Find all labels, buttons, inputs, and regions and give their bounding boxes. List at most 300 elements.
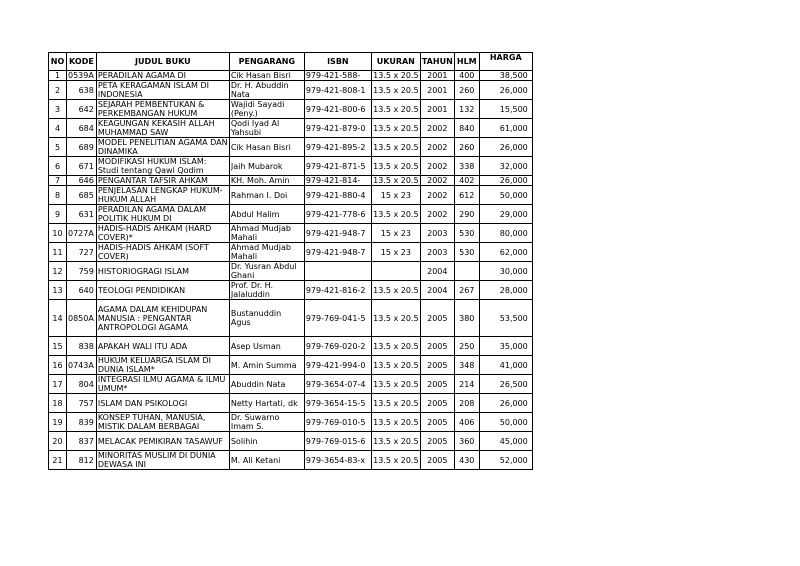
cell-tahun-text: 2004 <box>427 266 448 276</box>
cell-judul-buku <box>96 413 229 432</box>
cell-pengarang-text: Dr. H. Abuddin Nata <box>230 81 289 99</box>
cell-tahun <box>420 71 454 81</box>
cell-hlm <box>454 300 479 337</box>
table-row <box>49 281 533 300</box>
cell-hlm-text: 400 <box>459 71 475 80</box>
cell-hlm <box>454 451 479 470</box>
table-row <box>49 71 533 81</box>
cell-hlm-text: 250 <box>459 341 475 351</box>
cell-isbn-text: 979-3654-15-5 <box>305 398 366 408</box>
cell-ukuran <box>371 224 420 243</box>
cell-judul-buku <box>96 300 229 337</box>
cell-hlm <box>454 413 479 432</box>
cell-harga <box>479 176 532 186</box>
cell-harga-text: 29,000 <box>499 209 528 219</box>
cell-hlm <box>454 281 479 300</box>
cell-harga-text: 80,000 <box>499 228 528 238</box>
cell-kode-text: 0743A <box>68 360 94 370</box>
cell-isbn-text: 979-421-800-6 <box>305 104 366 114</box>
cell-harga <box>479 224 532 243</box>
cell-kode <box>67 394 97 413</box>
cell-ukuran-text: 15 x 23 <box>380 247 411 257</box>
cell-pengarang <box>229 300 304 337</box>
cell-pengarang-text: Ahmad Mudjab Mahali <box>230 224 291 242</box>
cell-kode-text: 0850A <box>68 313 94 323</box>
cell-judul-buku-text: PERADILAN AGAMA DALAM POLITIK HUKUM DI <box>97 205 207 223</box>
cell-isbn <box>304 394 371 413</box>
cell-kode-text: 0539A <box>68 71 94 80</box>
cell-isbn <box>304 243 371 262</box>
cell-pengarang-text: Dr. Yusran Abdul Ghani <box>230 262 297 280</box>
cell-harga-text: 35,000 <box>499 341 528 351</box>
cell-judul-buku <box>96 224 229 243</box>
cell-tahun-text: 2002 <box>427 209 448 219</box>
cell-hlm-text: 348 <box>459 360 475 370</box>
cell-hlm-text: 260 <box>459 85 475 95</box>
cell-kode-text: 642 <box>78 104 94 114</box>
cell-harga <box>479 432 532 451</box>
cell-hlm-text: 380 <box>459 313 475 323</box>
cell-harga <box>479 243 532 262</box>
cell-isbn-text: 979-769-010-5 <box>305 417 366 427</box>
cell-pengarang-text: Netty Hartati, dk <box>230 398 298 408</box>
cell-kode <box>67 138 97 157</box>
cell-harga-text: 61,000 <box>499 123 528 133</box>
cell-harga <box>479 375 532 394</box>
cell-kode-text: 684 <box>78 123 94 133</box>
table-row <box>49 205 533 224</box>
cell-ukuran-text: 13.5 x 20.5 <box>373 85 419 95</box>
cell-ukuran <box>371 356 420 375</box>
cell-harga-text: 15,500 <box>499 104 528 114</box>
book-price-table <box>48 52 533 470</box>
cell-harga-text: 26,000 <box>499 85 528 95</box>
table-row <box>49 451 533 470</box>
cell-pengarang <box>229 451 304 470</box>
cell-tahun <box>420 432 454 451</box>
cell-no <box>49 81 67 100</box>
cell-tahun <box>420 337 454 356</box>
cell-pengarang-text: M. Ali Ketani <box>230 455 281 465</box>
cell-tahun <box>420 394 454 413</box>
cell-harga <box>479 186 532 205</box>
table-row <box>49 300 533 337</box>
cell-ukuran-text: 13.5 x 20.5 <box>373 285 419 295</box>
cell-pengarang-text: Abdul Halim <box>230 209 280 219</box>
cell-no-text: 5 <box>54 142 61 152</box>
cell-pengarang-text: Bustanuddin Agus <box>230 309 282 327</box>
cell-ukuran-text: 13.5 x 20.5 <box>373 209 419 219</box>
cell-kode-text: 727 <box>78 247 94 257</box>
cell-isbn <box>304 176 371 186</box>
cell-isbn-text: 979-769-041-5 <box>305 313 366 323</box>
cell-isbn-text: 979-421-880-4 <box>305 190 366 200</box>
table-row <box>49 224 533 243</box>
cell-judul-buku <box>96 138 229 157</box>
cell-kode <box>67 119 97 138</box>
cell-harga <box>479 262 532 281</box>
cell-no-text: 20 <box>52 436 63 446</box>
cell-kode <box>67 337 97 356</box>
cell-kode-text: 685 <box>78 190 94 200</box>
cell-ukuran-text: 13.5 x 20.5 <box>373 176 419 185</box>
cell-hlm-text: 430 <box>459 455 475 465</box>
cell-pengarang <box>229 119 304 138</box>
cell-ukuran <box>371 262 420 281</box>
cell-tahun <box>420 81 454 100</box>
cell-judul-buku-text: MODIFIKASI HUKUM ISLAM: Studi tentang Qawl Qodim <box>97 157 207 175</box>
cell-hlm <box>454 71 479 81</box>
cell-hlm <box>454 100 479 119</box>
header-row <box>49 53 533 71</box>
cell-pengarang-text: Cik Hasan Bisri <box>230 142 291 152</box>
cell-hlm-text: 132 <box>459 104 475 114</box>
cell-tahun <box>420 224 454 243</box>
table-row <box>49 413 533 432</box>
cell-no <box>49 100 67 119</box>
cell-judul-buku-text: PERADILAN AGAMA DI <box>97 71 187 80</box>
cell-hlm <box>454 176 479 186</box>
cell-harga-text: 53,500 <box>499 313 528 323</box>
cell-hlm-text: 267 <box>459 285 475 295</box>
cell-no <box>49 356 67 375</box>
cell-ukuran <box>371 394 420 413</box>
cell-pengarang-text: Abuddin Nata <box>230 379 286 389</box>
cell-judul-buku <box>96 281 229 300</box>
cell-no-text: 8 <box>54 190 61 200</box>
cell-judul-buku-text: ISLAM DAN PSIKOLOGI <box>97 398 188 408</box>
cell-ukuran <box>371 300 420 337</box>
cell-ukuran-text: 13.5 x 20.5 <box>373 360 419 370</box>
cell-judul-buku <box>96 81 229 100</box>
cell-hlm-text: 290 <box>459 209 475 219</box>
cell-judul-buku-text: AGAMA DALAM KEHIDUPAN MANUSIA : PENGANTAR ANTROPOLOGI AGAMA <box>97 304 208 332</box>
cell-kode-text: 757 <box>78 398 94 408</box>
cell-tahun-text: 2002 <box>427 161 448 171</box>
cell-ukuran-text: 15 x 23 <box>380 190 411 200</box>
cell-isbn-text: 979-421-948-7 <box>305 228 366 238</box>
cell-harga <box>479 394 532 413</box>
cell-harga <box>479 119 532 138</box>
table-row <box>49 100 533 119</box>
cell-isbn-text: 979-421-588- <box>305 71 361 80</box>
cell-kode-text: 646 <box>78 176 94 185</box>
cell-tahun <box>420 300 454 337</box>
cell-tahun-text: 2002 <box>427 123 448 133</box>
cell-isbn-text: 979-421-895-2 <box>305 142 366 152</box>
cell-pengarang-text: Wajidi Sayadi (Peny.) <box>230 100 285 118</box>
cell-isbn <box>304 337 371 356</box>
cell-kode <box>67 262 97 281</box>
cell-pengarang-text: Asep Usman <box>230 341 281 351</box>
cell-isbn-text: 979-769-020-2 <box>305 341 366 351</box>
table-row <box>49 157 533 176</box>
cell-harga-text: 30,000 <box>499 266 528 276</box>
cell-pengarang-text: Ahmad Mudjab Mahali <box>230 243 291 261</box>
cell-tahun-text: 2001 <box>427 85 448 95</box>
cell-kode <box>67 243 97 262</box>
cell-ukuran-text: 13.5 x 20.5 <box>373 104 419 114</box>
cell-pengarang <box>229 243 304 262</box>
cell-hlm <box>454 81 479 100</box>
cell-hlm <box>454 157 479 176</box>
cell-isbn <box>304 205 371 224</box>
cell-isbn <box>304 71 371 81</box>
cell-tahun-text: 2005 <box>427 379 448 389</box>
cell-judul-buku <box>96 432 229 451</box>
cell-ukuran-text: 13.5 x 20.5 <box>373 417 419 427</box>
cell-harga-text: 52,000 <box>499 455 528 465</box>
cell-isbn-text: 979-421-816-2 <box>305 285 366 295</box>
cell-harga-text: 62,000 <box>499 247 528 257</box>
cell-harga-text: 26,000 <box>499 142 528 152</box>
cell-tahun-text: 2005 <box>427 398 448 408</box>
cell-tahun-text: 2002 <box>427 190 448 200</box>
cell-isbn <box>304 119 371 138</box>
cell-kode <box>67 205 97 224</box>
cell-no-text: 7 <box>54 176 61 185</box>
cell-ukuran-text: 15 x 23 <box>380 228 411 238</box>
cell-ukuran <box>371 205 420 224</box>
table-row <box>49 262 533 281</box>
cell-judul-buku-text: MINORITAS MUSLIM DI DUNIA DEWASA INI <box>97 451 216 469</box>
cell-no <box>49 138 67 157</box>
cell-harga-text: 26,000 <box>499 398 528 408</box>
cell-kode <box>67 176 97 186</box>
cell-pengarang-text: Dr. Suwarno Imam S. <box>230 413 280 431</box>
cell-hlm-text: 612 <box>459 190 475 200</box>
cell-pengarang-text: Qodi Iyad Al Yahsubi <box>230 119 280 137</box>
cell-hlm <box>454 375 479 394</box>
table-row <box>49 176 533 186</box>
cell-pengarang <box>229 413 304 432</box>
cell-judul-buku <box>96 71 229 81</box>
cell-judul-buku <box>96 262 229 281</box>
header-no: NO <box>49 53 67 71</box>
cell-ukuran-text: 13.5 x 20.5 <box>373 123 419 133</box>
cell-hlm <box>454 205 479 224</box>
cell-no-text: 2 <box>54 85 61 95</box>
cell-isbn-text: 979-421-808-1 <box>305 85 366 95</box>
cell-harga <box>479 337 532 356</box>
cell-ukuran-text: 13.5 x 20.5 <box>373 455 419 465</box>
cell-tahun <box>420 356 454 375</box>
table-row <box>49 186 533 205</box>
cell-harga <box>479 356 532 375</box>
cell-judul-buku-text: PENGANTAR TAFSIR AHKAM <box>97 176 208 185</box>
cell-no <box>49 243 67 262</box>
cell-judul-buku <box>96 100 229 119</box>
cell-tahun-text: 2005 <box>427 341 448 351</box>
cell-hlm <box>454 243 479 262</box>
cell-no-text: 10 <box>52 228 63 238</box>
cell-ukuran <box>371 157 420 176</box>
cell-no <box>49 281 67 300</box>
cell-no-text: 21 <box>52 455 63 465</box>
cell-pengarang <box>229 71 304 81</box>
cell-harga <box>479 205 532 224</box>
table-body <box>49 71 533 470</box>
cell-judul-buku-text: SEJARAH PEMBENTUKAN & PERKEMBANGAN HUKUM <box>97 100 205 118</box>
cell-tahun <box>420 375 454 394</box>
cell-kode-text: 640 <box>78 285 94 295</box>
cell-judul-buku <box>96 356 229 375</box>
cell-pengarang-text: Prof. Dr. H. Jalaluddin <box>230 281 274 299</box>
cell-harga-text: 41,000 <box>499 360 528 370</box>
cell-no <box>49 432 67 451</box>
header-judul-buku: JUDUL BUKU <box>96 53 229 71</box>
cell-kode <box>67 71 97 81</box>
cell-isbn-text: 979-421-871-5 <box>305 161 366 171</box>
cell-judul-buku-text: HADIS-HADIS AHKAM (SOFT COVER) <box>97 243 209 261</box>
cell-judul-buku-text: MELACAK PEMIKIRAN TASAWUF <box>97 436 223 446</box>
cell-hlm-text: 530 <box>459 247 475 257</box>
cell-no <box>49 394 67 413</box>
cell-isbn <box>304 100 371 119</box>
cell-judul-buku-text: HISTORIOGRAGI ISLAM <box>97 266 190 276</box>
cell-ukuran <box>371 281 420 300</box>
cell-kode-text: 638 <box>78 85 94 95</box>
cell-pengarang <box>229 176 304 186</box>
cell-pengarang <box>229 281 304 300</box>
cell-judul-buku-text: INTEGRASI ILMU AGAMA & ILMU UMUM* <box>97 375 226 393</box>
cell-kode-text: 671 <box>78 161 94 171</box>
cell-harga-text: 45,000 <box>499 436 528 446</box>
cell-harga-text: 28,000 <box>499 285 528 295</box>
header-ukuran: UKURAN <box>371 53 420 71</box>
cell-ukuran <box>371 451 420 470</box>
table-row <box>49 138 533 157</box>
cell-kode-text: 839 <box>78 417 94 427</box>
cell-harga-text: 50,000 <box>499 190 528 200</box>
cell-ukuran <box>371 138 420 157</box>
cell-harga-text: 50,000 <box>499 417 528 427</box>
cell-ukuran <box>371 71 420 81</box>
header-harga: HARGA <box>479 53 532 71</box>
cell-isbn <box>304 224 371 243</box>
cell-judul-buku <box>96 451 229 470</box>
cell-tahun <box>420 176 454 186</box>
cell-isbn <box>304 138 371 157</box>
cell-judul-buku-text: MODEL PENELITIAN AGAMA DAN DINAMIKA <box>97 138 228 156</box>
cell-no-text: 9 <box>54 209 61 219</box>
cell-no <box>49 224 67 243</box>
cell-judul-buku <box>96 119 229 138</box>
cell-no-text: 6 <box>54 161 61 171</box>
cell-ukuran-text: 13.5 x 20.5 <box>373 313 419 323</box>
cell-ukuran <box>371 186 420 205</box>
cell-isbn <box>304 432 371 451</box>
cell-isbn-text: 979-421-994-0 <box>305 360 366 370</box>
cell-pengarang <box>229 337 304 356</box>
cell-isbn <box>304 300 371 337</box>
cell-isbn <box>304 281 371 300</box>
cell-kode-text: 0727A <box>68 228 94 238</box>
cell-tahun <box>420 100 454 119</box>
cell-judul-buku <box>96 337 229 356</box>
cell-kode <box>67 281 97 300</box>
cell-hlm-text: 214 <box>459 379 475 389</box>
cell-tahun-text: 2005 <box>427 436 448 446</box>
cell-pengarang <box>229 394 304 413</box>
cell-isbn-text: 979-421-879-0 <box>305 123 366 133</box>
cell-tahun <box>420 451 454 470</box>
cell-ukuran-text: 13.5 x 20.5 <box>373 71 419 80</box>
cell-hlm <box>454 224 479 243</box>
header-hlm: HLM <box>454 53 479 71</box>
header-pengarang: PENGARANG <box>229 53 304 71</box>
cell-isbn-text: 979-421-814- <box>305 176 361 185</box>
cell-tahun-text: 2005 <box>427 360 448 370</box>
cell-isbn <box>304 413 371 432</box>
cell-no <box>49 262 67 281</box>
cell-pengarang-text: M. Amin Summa <box>230 360 297 370</box>
cell-isbn-text: 979-421-778-6 <box>305 209 366 219</box>
cell-no-text: 1 <box>54 71 61 80</box>
cell-tahun <box>420 138 454 157</box>
cell-kode <box>67 186 97 205</box>
cell-tahun-text: 2004 <box>427 285 448 295</box>
cell-ukuran-text: 13.5 x 20.5 <box>373 341 419 351</box>
cell-judul-buku <box>96 176 229 186</box>
cell-tahun <box>420 157 454 176</box>
cell-no <box>49 119 67 138</box>
cell-hlm <box>454 394 479 413</box>
cell-isbn <box>304 262 371 281</box>
cell-pengarang <box>229 262 304 281</box>
cell-no-text: 11 <box>52 247 63 257</box>
cell-harga <box>479 81 532 100</box>
cell-kode <box>67 432 97 451</box>
cell-pengarang-text: Jaih Mubarok <box>230 161 283 171</box>
cell-tahun-text: 2001 <box>427 104 448 114</box>
cell-hlm-text: 338 <box>459 161 475 171</box>
cell-judul-buku <box>96 375 229 394</box>
cell-no-text: 12 <box>52 266 63 276</box>
cell-kode-text: 804 <box>78 379 94 389</box>
cell-no <box>49 413 67 432</box>
cell-ukuran <box>371 176 420 186</box>
cell-no <box>49 71 67 81</box>
table-row <box>49 432 533 451</box>
cell-no-text: 17 <box>52 379 63 389</box>
cell-no <box>49 176 67 186</box>
cell-ukuran-text: 13.5 x 20.5 <box>373 142 419 152</box>
cell-kode <box>67 100 97 119</box>
cell-pengarang <box>229 356 304 375</box>
cell-tahun <box>420 413 454 432</box>
cell-ukuran-text: 13.5 x 20.5 <box>373 398 419 408</box>
cell-hlm-text: 530 <box>459 228 475 238</box>
cell-no-text: 18 <box>52 398 63 408</box>
cell-ukuran <box>371 413 420 432</box>
cell-harga-text: 26,500 <box>499 379 528 389</box>
cell-judul-buku <box>96 157 229 176</box>
cell-no-text: 3 <box>54 104 61 114</box>
cell-kode-text: 631 <box>78 209 94 219</box>
cell-judul-buku <box>96 394 229 413</box>
cell-judul-buku-text: APAKAH WALI ITU ADA <box>97 341 188 351</box>
cell-pengarang <box>229 432 304 451</box>
cell-pengarang <box>229 186 304 205</box>
cell-harga-text: 38,500 <box>499 71 528 80</box>
cell-judul-buku <box>96 186 229 205</box>
cell-harga <box>479 281 532 300</box>
cell-harga <box>479 138 532 157</box>
cell-hlm-text: 360 <box>459 436 475 446</box>
cell-kode-text: 838 <box>78 341 94 351</box>
cell-no <box>49 300 67 337</box>
